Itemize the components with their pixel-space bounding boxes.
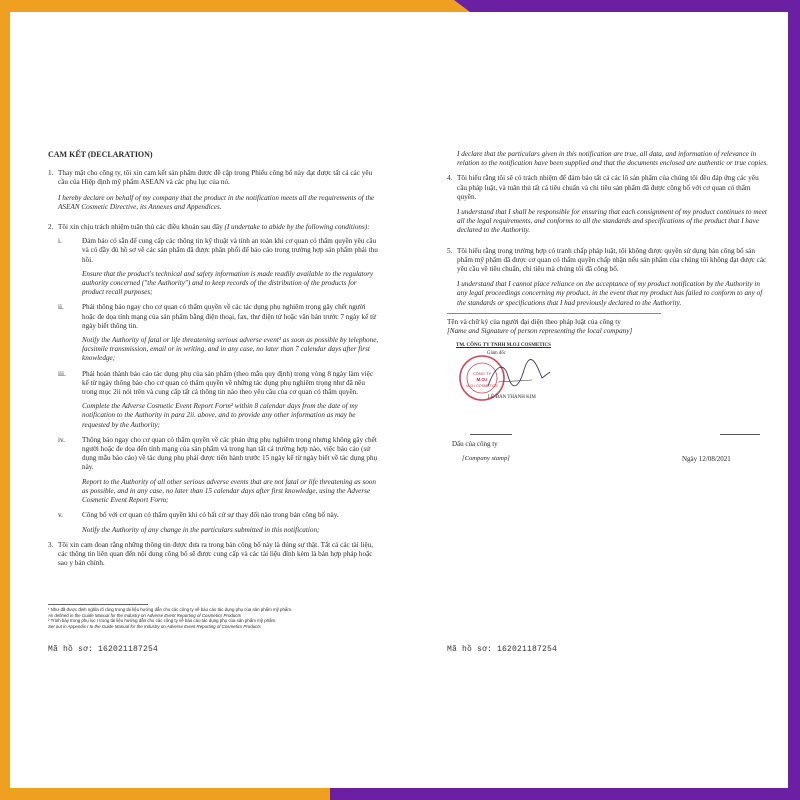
sub-iii-vn: Phải hoàn thành báo cáo tác dụng phụ của sản phẩm (theo mẫu quy định) trong vòng 8 ngày làm việc kể từ ngày thông báo cho cơ quan có thẩm quyền về những tác dụng phụ nghiêm trọng như đã nêu trong mục 2ii nói trên và cung cấp tất cả thông tin nào theo yêu cầu của cơ quan có thẩm quyền. — [82, 369, 374, 397]
item3-vn: Tôi xin cam đoan rằng những thông tin được đưa ra trong bản công bố này là đúng sự thật. Tất cả các tài liệu, các thông tin liên quan đến nội dung công bố sẽ được cung cấp và các tài liệu đính kèm là bản hợp pháp hoặc sao y bản chính. — [58, 540, 374, 568]
sub-iii-en: Complete the Adverse Cosmetic Event Report Form² within 8 calendar days from the date of my notification to the Authority in para 2ii. above, and to provide any other information as may be requested by the Authority; — [82, 402, 358, 429]
sub-item-ii: ii. Phải thông báo ngay cho cơ quan có thẩm quyền về các tác dụng phụ nghiêm trọng gây chết người hoặc đe dọa tính mạng của sản phẩm bằng điện thoại, fax, thư điện tử hoặc văn bản trước 7 ngày kể từ ngày biết thông tin. — [58, 303, 380, 331]
sub-v-vn: Công bố với cơ quan có thẩm quyền khi có bất cứ sự thay đổi nào trong bản công bố này. — [82, 511, 339, 520]
footnote-1-vn: ¹ Như đã được định nghĩa rõ ràng trong tài liệu hướng dẫn cho các công ty về báo cáo tác dụng phụ của sản phẩm mỹ phẩm. — [48, 607, 293, 612]
signature-label-vn: Tên và chữ ký của người đại diện theo pháp luật của công ty — [447, 318, 621, 326]
item4-vn: Tôi hiểu rằng tôi sẽ có trách nhiệm để đảm bảo tất cả các lô sản phẩm của chúng tôi đều đáp ứng các yêu cầu pháp luật, và tuân thủ tất cả tiêu chuẩn và chi tiêu sản phẩm đã được công bố với cơ quan có thẩm quyền. — [457, 174, 759, 201]
item3-en: I declare that the particulars given in this notification are true, all data, and information of relevance in relation to the notification have been supplied and that the documents enclosed are authentic or true copies. — [457, 150, 769, 168]
sub-v-en: Notify the Authority of any change in the particulars submitted in this notification; — [82, 525, 320, 534]
document-number-left: Mã hồ sơ: 162021187254 — [48, 645, 159, 654]
declaration-item-5: 5. Tôi hiểu rằng trong trường hợp có tranh chấp pháp luật, tôi không được quyền sử dụng bản công bố sản phẩm mỹ phẩm đã được cơ quan có thẩm quyền chấp nhận nếu sản phẩm của chúng tôi không đạt được các yêu cầu về tiêu chuẩn, chỉ tiêu mà chúng tôi đã công bố. I understand that I cannot place reliance on the acceptance of my product notification by the Authority in any legal proceedings concerning my product, in the event that my product has failed to conform to any of the standards or specifications that I had previously declared to the Authority. — [447, 247, 769, 314]
signature-divider — [447, 313, 661, 314]
svg-text:CÔNG TY: CÔNG TY — [472, 371, 492, 376]
sub-ii-vn: Phải thông báo ngay cho cơ quan có thẩm quyền về các tác dụng phụ nghiêm trọng gây chết người hoặc đe dọa tính mạng của sản phẩm bằng điện thoại, fax, thư điện tử hoặc văn bản trước 7 ngày kể từ ngày biết thông tin. — [82, 303, 377, 330]
sub-item-i: i. Đảm bảo có sẵn để cung cấp các thông tin kỹ thuật và tính an toàn khi cơ quan có thẩm quyền yêu cầu và có đầy đủ hồ sơ về các sản phẩm đã được phân phối để báo cáo trong trường hợp sản phẩm phải thu hồi. — [58, 237, 380, 265]
declaration-item-3: 3. Tôi xin cam đoan rằng những thông tin được đưa ra trong bản công bố này là đúng sự thật. Tất cả các tài liệu, các thông tin liên quan đến nội dung công bố sẽ được cung cấp và các tài liệu đính kèm là bản hợp pháp hoặc sao y bản chính. — [48, 541, 380, 569]
seal-dash-left — [470, 434, 512, 435]
item2-en: (I undertake to abide by the following conditions): — [224, 223, 370, 232]
svg-text:M.O.I: M.O.I — [476, 377, 488, 382]
sub-item-v: v. Công bố với cơ quan có thẩm quyền khi có bất cứ sự thay đổi nào trong bản công bố này. — [58, 511, 380, 520]
frame-left — [0, 0, 10, 800]
item4-en: I understand that I shall be responsible for ensuring that each consignment of my product continues to meet all the legal requirements, and conforms to all the standards and specifications of the product that I have declared to the Authority. — [457, 208, 767, 235]
sub-iv-vn: Thông báo ngay cho cơ quan có thẩm quyền về các phản ứng phụ nghiêm trọng nhưng không gây chết người hoặc đe dọa đến tính mạng của sản phẩm và trong hạn tất cả trường hợp nào, việc báo cáo (sử dụng mẫu báo cáo) về tác dụng phụ phải được tiến hành trước 15 ngày kể từ ngày biết về tác dụng phụ này. — [82, 435, 378, 472]
item1-vn: Thay mặt cho công ty, tôi xin cam kết sản phẩm được đề cập trong Phiếu công bố này đạt được tất cả các yêu cầu của Hiệp định mỹ phẩm ASEAN và các phụ lục của nó. — [58, 169, 373, 187]
document-date: Ngày 12/08/2021 — [682, 455, 731, 463]
declaration-item-1: 1. Thay mặt cho công ty, tôi xin cam kết sản phẩm được đề cập trong Phiếu công bố này đạt được tất cả các yêu cầu của Hiệp định mỹ phẩm ASEAN và các phụ lục của nó. I hereby declare on behalf of my company that the product in the notification meets all the requirements of the ASEAN Cosmetic Directive, its Annexes and Appendices. — [48, 169, 380, 218]
footnote-1-en: As defined in the Guide Manual for the Industry on Adverse Event Reporting of Cosmetics Products — [48, 612, 241, 618]
sub-iv-en: Report to the Authority of all other serious adverse events that are not fatal or life threatening as soon as possible, and in any case, no later than 15 calendar days after first knowledge, using the Adverse Cosmetic Event Report Form; — [82, 477, 376, 505]
frame-right — [788, 0, 800, 800]
signature-block — [447, 318, 769, 336]
signature-label-en: [Name and Signature of person representing the local company] — [447, 327, 633, 336]
frame-bottom-purple — [330, 788, 800, 800]
left-page — [48, 150, 380, 573]
footnotes — [48, 607, 378, 629]
sub-i-en: Ensure that the product's technical and safety information is made readily available to the regulatory authority concerned ("the Authority") and to keep records of the distribution of the products for product recall purposes; — [82, 269, 374, 297]
frame-top-purple — [470, 0, 800, 12]
item1-en: I hereby declare on behalf of my company that the product in the notification meets all the requirements of the ASEAN Cosmetic Directive, its Annexes and Appendices. — [58, 193, 375, 211]
item5-en: I understand that I cannot place reliance on the acceptance of my product notification by the Authority in any legal proceedings concerning my product, in the event that my product has failed to conform to any of the standards or specifications that I had previously declared to the Authority. — [457, 280, 763, 307]
sub-item-iii: iii. Phải hoàn thành báo cáo tác dụng phụ của sản phẩm (theo mẫu quy định) trong vòng 8 ngày làm việc kể từ ngày thông báo cho cơ quan có thẩm quyền về những tác dụng phụ nghiêm trọng như đã nêu trong mục 2ii nói trên và cung cấp tất cả thông tin nào theo yêu cầu của cơ quan có thẩm quyền. — [58, 370, 380, 398]
company-stamp-label: [Company stamp] — [462, 455, 510, 462]
frame-bottom-orange — [0, 788, 330, 800]
declaration-title: CAM KẾT (DECLARATION) — [48, 150, 153, 159]
declaration-item-4: 4. Tôi hiểu rằng tôi sẽ có trách nhiệm để đảm bảo tất cả các lô sản phẩm của chúng tôi đều đáp ứng các yêu cầu pháp luật, và tuân thủ tất cả tiêu chuẩn và chi tiêu sản phẩm đã được công bố với cơ quan có thẩm quyền. I understand that I shall be responsible for ensuring that each consignment of my product continues to meet all the legal requirements, and conforms to all the standards and specifications of the product that I have declared to the Authority. — [447, 174, 769, 241]
footnote-2-vn: ² Trình bày trong phụ lục I trong tài liệu hướng dẫn cho các công ty về báo cáo tác dụng phụ của sản phẩm mỹ phẩm. — [48, 618, 277, 624]
svg-text:M.O.I COSMETICS: M.O.I COSMETICS — [466, 384, 498, 388]
sub-i-vn: Đảm bảo có sẵn để cung cấp các thông tin kỹ thuật và tính an toàn khi cơ quan có thẩm quyền yêu cầu và có đầy đủ hồ sơ về các sản phẩm đã được phân phối để báo cáo trong trường hợp sản phẩm phải thu hồi. — [82, 237, 378, 264]
declaration-item-2: 2. Tôi xin chịu trách nhiệm tuân thủ các điều khoản sau đây (I undertake to abide by the following conditions): — [48, 223, 370, 232]
company-name: TM. CÔNG TY TNHH M.O.I COSMETICS — [456, 343, 551, 348]
right-page — [447, 150, 769, 319]
seal-dash-right — [720, 434, 760, 435]
item5-vn: Tôi hiểu rằng trong trường hợp có tranh chấp pháp luật, tôi không được quyền sử dụng bản công bố sản phẩm mỹ phẩm đã được cơ quan có thẩm quyền chấp nhận nếu sản phẩm của chúng tôi không đạt được các yêu cầu về tiêu chuẩn, chỉ tiêu mà chúng tôi đã công bố. — [457, 246, 767, 274]
sub-item-iv: iv. Thông báo ngay cho cơ quan có thẩm quyền về các phản ứng phụ nghiêm trọng nhưng không gây chết người hoặc đe dọa đến tính mạng của sản phẩm và trong hạn tất cả trường hợp nào, việc báo cáo (sử dụng mẫu báo cáo) về tác dụng phụ phải được tiến hành trước 15 ngày kể từ ngày biết về tác dụng phụ này. — [58, 436, 380, 473]
item2-vn: Tôi xin chịu trách nhiệm tuân thủ các điều khoản sau đây — [58, 223, 223, 232]
footnote-2-en: Set out in Appendix I to the Guide Manual for the Industry on Adverse Event Reporting of Cosmetics Products — [48, 623, 261, 629]
company-seal-label: Dấu của công ty — [452, 440, 498, 448]
director-title: Giám đốc — [487, 351, 506, 356]
footnote-divider — [48, 604, 148, 605]
handwritten-signature — [484, 356, 554, 396]
frame-top-orange — [0, 0, 470, 12]
document-number-right: Mã hồ sơ: 162021187254 — [447, 645, 558, 654]
sub-ii-en: Notify the Authority of fatal or life threatening serious adverse event¹ as soon as possible by telephone, facsimile transmission, email or in writing, and in any case, no later than 7 calendar days after first knowledge; — [82, 336, 379, 363]
signatory-name: LÊ ĐAN THANH KIM — [488, 395, 536, 400]
